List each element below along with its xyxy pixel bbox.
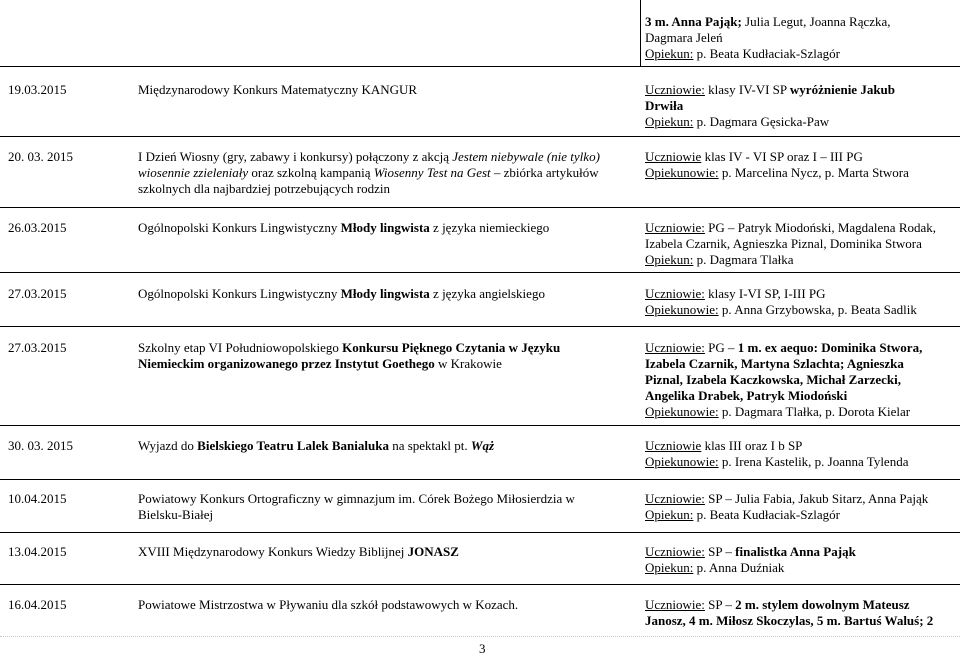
row3-event-bold: Młody lingwista <box>340 220 430 235</box>
row5-tutor-label: Opiekunowie: <box>645 404 719 419</box>
row8-students-label: Uczniowie: <box>645 544 705 559</box>
row-border <box>0 272 960 273</box>
row1-event: Międzynarodowy Konkurs Matematyczny KANGUR <box>138 82 418 97</box>
top-line2: Dagmara Jeleń <box>645 30 723 45</box>
row2-event-italic3: Wiosenny Test na Gest <box>373 165 491 180</box>
row4-date: 27.03.2015 <box>8 286 67 301</box>
row-border <box>0 326 960 327</box>
row9-award2: Janosz, 4 m. Miłosz Skoczylas, 5 m. Bartuś Waluś; 2 <box>645 613 934 628</box>
row5-participants <box>645 340 955 420</box>
top-line1-bold: 3 m. Anna Pająk; <box>645 14 742 29</box>
row8-event-bold: JONASZ <box>407 544 459 559</box>
row9-students-label: Uczniowie: <box>645 597 705 612</box>
row6-event <box>138 438 630 454</box>
row2-date: 20. 03. 2015 <box>8 149 73 164</box>
row4-event-text2: z języka angielskiego <box>429 286 545 301</box>
top-entry <box>645 14 955 62</box>
row1-students-label: Uczniowie: <box>645 82 705 97</box>
page-number: 3 <box>479 641 486 656</box>
row1-award: wyróżnienie Jakub <box>789 82 896 97</box>
row8-award: finalistka Anna Pająk <box>735 544 856 559</box>
row7-event-text: Powiatowy Konkurs Ortograficzny w gimnazjum im. Córek Bożego Miłosierdzia w <box>138 491 575 506</box>
row1-students: klasy IV-VI SP <box>704 82 790 97</box>
row2-tutor-name: p. Marcelina Nycz, p. Marta Stwora <box>718 165 909 180</box>
row7-date: 10.04.2015 <box>8 491 67 506</box>
row9-event: Powiatowe Mistrzostwa w Pływaniu dla szkół podstawowych w Kozach. <box>138 597 519 612</box>
row5-award2: Izabela Czarnik, Martyna Szlachta; Agnieszka <box>645 356 904 371</box>
top-tutor-name: p. Beata Kudłaciak-Szlagór <box>693 46 840 61</box>
row4-participants <box>645 286 955 318</box>
row4-students: klasy I-VI SP, I-III PG <box>704 286 826 301</box>
row-border <box>0 479 960 480</box>
row5-event-bold2: Niemieckim organizowanego przez Instytut Goethego <box>138 356 435 371</box>
row4-event-text: Ogólnopolski Konkurs Lingwistyczny <box>138 286 341 301</box>
row5-date: 27.03.2015 <box>8 340 67 355</box>
row6-date: 30. 03. 2015 <box>8 438 73 453</box>
row1-award-cont: Drwiła <box>645 98 684 113</box>
row8-students: SP – <box>704 544 736 559</box>
row1-participants <box>645 82 955 130</box>
row6-event-text: Wyjazd do <box>138 438 198 453</box>
row8-participants <box>645 544 955 576</box>
row9-date: 16.04.2015 <box>8 597 67 612</box>
row3-date: 26.03.2015 <box>8 220 67 235</box>
row6-participants <box>645 438 955 470</box>
row1-tutor-name: p. Dagmara Gęsicka-Paw <box>693 114 830 129</box>
row3-event <box>138 220 630 236</box>
row2-students: klas IV - VI SP oraz I – III PG <box>701 149 863 164</box>
row8-date: 13.04.2015 <box>8 544 67 559</box>
row6-tutor-label: Opiekunowie: <box>645 454 719 469</box>
row2-event <box>138 149 630 197</box>
row6-event-bold: Bielskiego Teatru Lalek Banialuka <box>197 438 389 453</box>
row7-event-text2: Bielsku-Białej <box>138 507 214 522</box>
row4-event <box>138 286 630 302</box>
row5-tutor-name: p. Dagmara Tlałka, p. Dorota Kielar <box>718 404 911 419</box>
row-border <box>0 425 960 426</box>
row6-students-label: Uczniowie <box>645 438 702 453</box>
row2-event-text3: – zbiórka artykułów <box>490 165 599 180</box>
row6-event-text2: na spektakl pt. <box>388 438 471 453</box>
row3-students-cont: Izabela Czarnik, Agnieszka Piznal, Dominika Stwora <box>645 236 922 251</box>
row5-students-label: Uczniowie: <box>645 340 705 355</box>
row3-event-text: Ogólnopolski Konkurs Lingwistyczny <box>138 220 341 235</box>
row5-students: PG – <box>704 340 738 355</box>
row2-event-text4: szkolnych dla najbardziej potrzebujących rodzin <box>138 181 390 196</box>
row5-event <box>138 340 630 372</box>
row1-tutor-label: Opiekun: <box>645 114 694 129</box>
row2-event-text: I Dzień Wiosny (gry, zabawy i konkursy) połączony z akcją <box>138 149 453 164</box>
row3-students: PG – Patryk Miodoński, Magdalena Rodak, <box>704 220 937 235</box>
top-tutor-label: Opiekun: <box>645 46 694 61</box>
row2-participants <box>645 149 955 181</box>
row2-students-label: Uczniowie <box>645 149 702 164</box>
row3-tutor-label: Opiekun: <box>645 252 694 267</box>
row2-event-italic: Jestem niebywale (nie tylko) <box>452 149 600 164</box>
row3-students-label: Uczniowie: <box>645 220 705 235</box>
row5-event-text: Szkolny etap VI Południowopolskiego <box>138 340 343 355</box>
row5-award: 1 m. ex aequo: Dominika Stwora, <box>737 340 923 355</box>
row6-event-title: Wąż <box>470 438 495 453</box>
row7-event <box>138 491 630 523</box>
row4-students-label: Uczniowie: <box>645 286 705 301</box>
row9-students: SP – <box>704 597 736 612</box>
row7-participants <box>645 491 955 523</box>
row6-students: klas III oraz I b SP <box>701 438 803 453</box>
row7-students: SP – Julia Fabia, Jakub Sitarz, Anna Pająk <box>704 491 929 506</box>
row5-event-text2: w Krakowie <box>434 356 502 371</box>
row4-tutor-name: p. Anna Grzybowska, p. Beata Sadlik <box>718 302 917 317</box>
row7-tutor-name: p. Beata Kudłaciak-Szlagór <box>693 507 840 522</box>
row8-event <box>138 544 630 560</box>
row2-event-text2: oraz szkolną kampanią <box>248 165 374 180</box>
row9-participants <box>645 597 960 629</box>
row1-date: 19.03.2015 <box>8 82 67 97</box>
row-border <box>0 207 960 208</box>
row7-tutor-label: Opiekun: <box>645 507 694 522</box>
row3-tutor-name: p. Dagmara Tlałka <box>693 252 794 267</box>
row3-participants <box>645 220 955 268</box>
row4-tutor-label: Opiekunowie: <box>645 302 719 317</box>
row5-award4: Angelika Drabek, Patryk Miodoński <box>645 388 848 403</box>
row6-tutor-name: p. Irena Kastelik, p. Joanna Tylenda <box>718 454 909 469</box>
row9-award: 2 m. stylem dowolnym Mateusz <box>735 597 910 612</box>
row5-event-bold: Konkursu Pięknego Czytania w Języku <box>342 340 561 355</box>
top-divider <box>640 0 641 66</box>
top-line1-rest: Julia Legut, Joanna Rączka, <box>741 14 891 29</box>
page-footer-line <box>0 636 960 637</box>
row-border <box>0 66 960 67</box>
row3-event-text2: z języka niemieckiego <box>429 220 550 235</box>
row8-event-text: XVIII Międzynarodowy Konkurs Wiedzy Biblijnej <box>138 544 408 559</box>
row5-award3: Piznal, Izabela Kaczkowska, Michał Zarzecki, <box>645 372 902 387</box>
row4-event-bold: Młody lingwista <box>340 286 430 301</box>
row-border <box>0 532 960 533</box>
row2-event-italic2: wiosennie zzieleniały <box>138 165 249 180</box>
row7-students-label: Uczniowie: <box>645 491 705 506</box>
row8-tutor-name: p. Anna Duźniak <box>693 560 785 575</box>
row2-tutor-label: Opiekunowie: <box>645 165 719 180</box>
row-border <box>0 136 960 137</box>
row-border <box>0 584 960 585</box>
row8-tutor-label: Opiekun: <box>645 560 694 575</box>
